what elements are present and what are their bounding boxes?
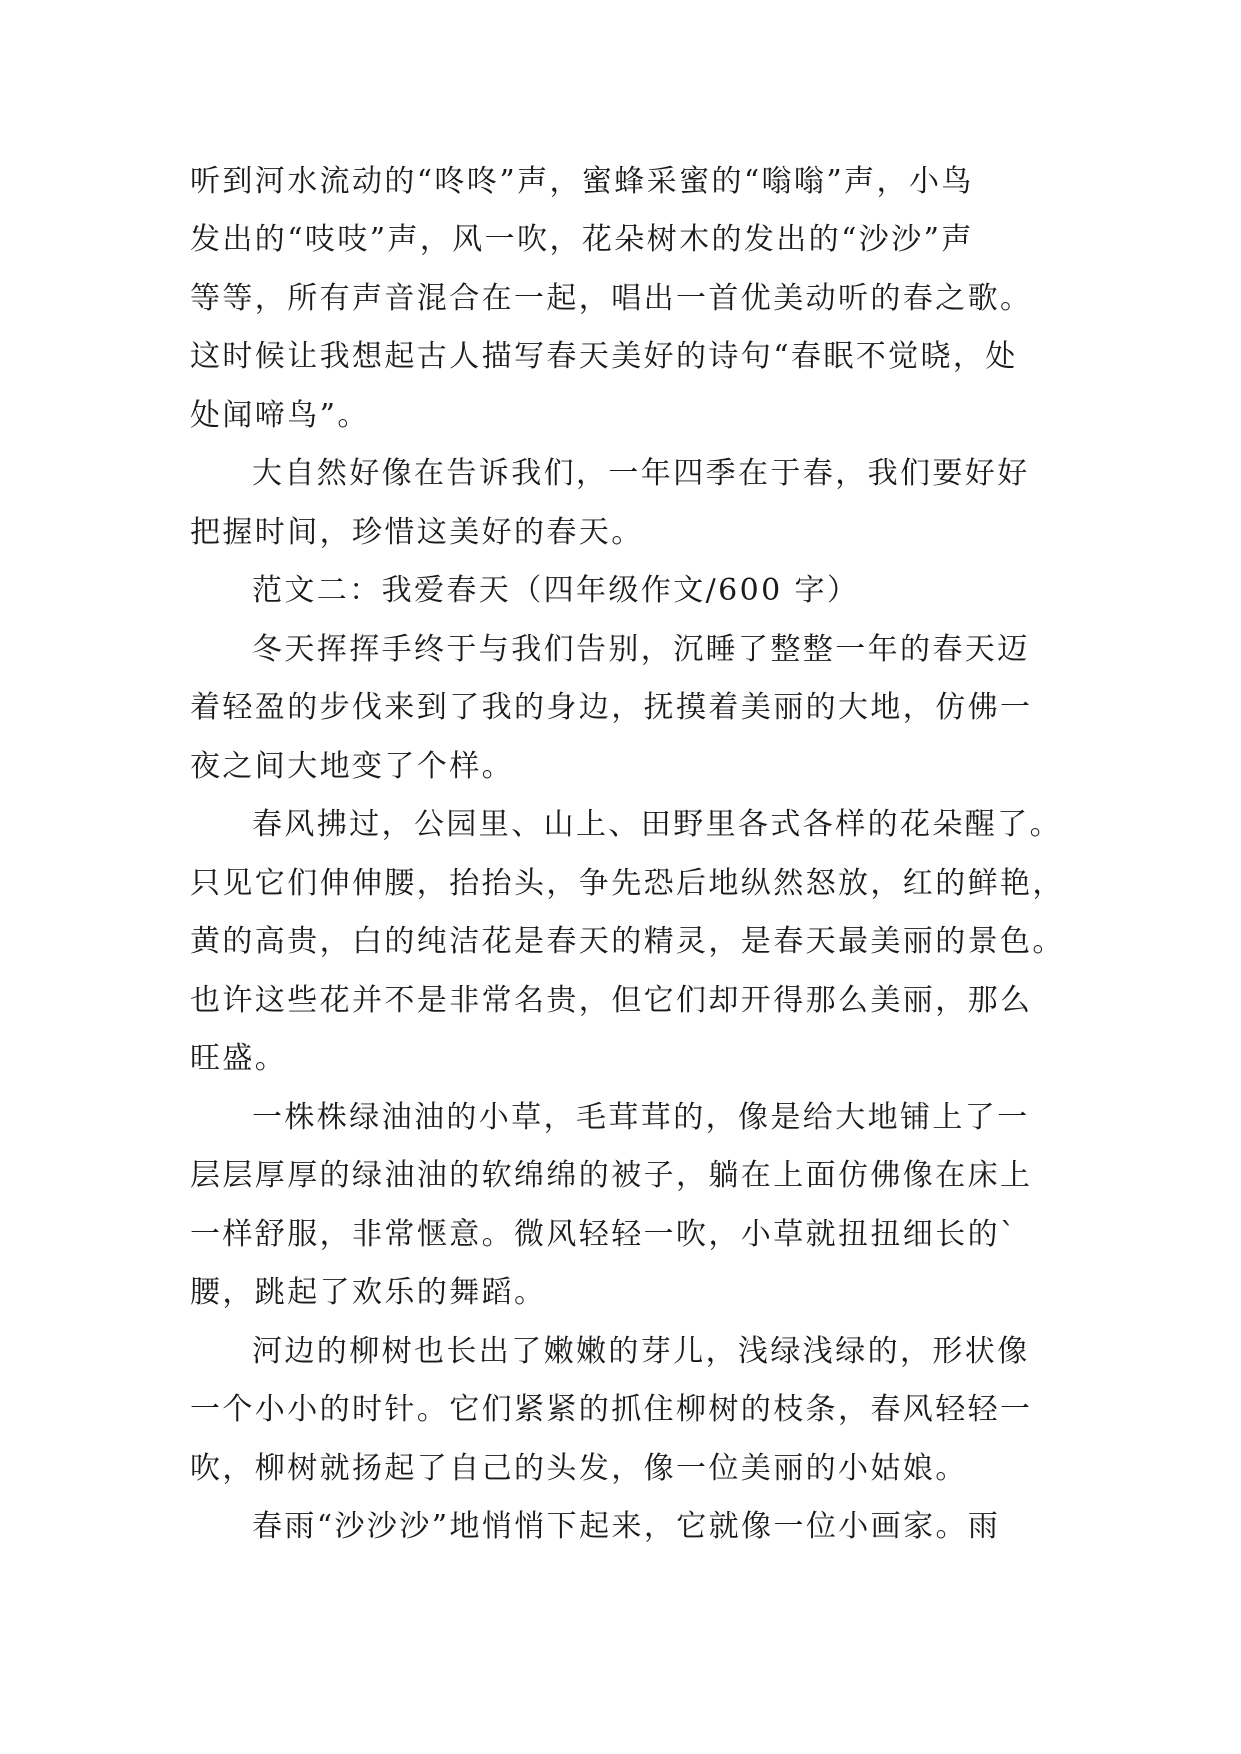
text-line: 这时候让我想起古人描写春天美好的诗句“春眠不觉晓，处 bbox=[190, 339, 1018, 374]
text-line: 也许这些花并不是非常名贵，但它们却开得那么美丽，那么 bbox=[190, 983, 1033, 1018]
text-line: 夜之间大地变了个样。 bbox=[190, 749, 514, 784]
text-line: 吹，柳树就扬起了自己的头发，像一位美丽的小姑娘。 bbox=[190, 1451, 968, 1486]
text-line: 把握时间，珍惜这美好的春天。 bbox=[190, 515, 644, 550]
text-line: 腰，跳起了欢乐的舞蹈。 bbox=[190, 1275, 547, 1310]
text-line: 处闻啼鸟”。 bbox=[190, 398, 370, 433]
text-line: 旺盛。 bbox=[190, 1041, 288, 1076]
paragraph-first-line: 大自然好像在告诉我们，一年四季在于春，我们要好好 bbox=[252, 456, 1030, 491]
text-line: 发出的“吱吱”声，风一吹，花朵树木的发出的“沙沙”声 bbox=[190, 222, 974, 257]
text-line: 只见它们伸伸腰，抬抬头，争先恐后地纵然怒放，红的鲜艳， bbox=[190, 866, 1065, 901]
text-line: 听到河水流动的“咚咚”声，蜜蜂采蜜的“嗡嗡”声，小鸟 bbox=[190, 164, 974, 199]
text-line: 层层厚厚的绿油油的软绵绵的被子，躺在上面仿佛像在床上 bbox=[190, 1158, 1033, 1193]
text-line: 着轻盈的步伐来到了我的身边，抚摸着美丽的大地，仿佛一 bbox=[190, 690, 1033, 725]
text-line: 黄的高贵，白的纯洁花是春天的精灵，是春天最美丽的景色。 bbox=[190, 924, 1065, 959]
paragraph-first-line: 河边的柳树也长出了嫩嫩的芽儿，浅绿浅绿的，形状像 bbox=[252, 1334, 1030, 1369]
paragraph-first-line: 春雨“沙沙沙”地悄悄下起来，它就像一位小画家。雨 bbox=[252, 1509, 1001, 1544]
text-line: 一个小小的时针。它们紧紧的抓住柳树的枝条，春风轻轻一 bbox=[190, 1392, 1033, 1427]
text-line: 一样舒服，非常惬意。微风轻轻一吹，小草就扭扭细长的` bbox=[190, 1217, 1018, 1252]
paragraph-first-line: 春风拂过，公园里、山上、田野里各式各样的花朵醒了。 bbox=[252, 807, 1062, 842]
essay-heading: 范文二：我爱春天（四年级作文/600 字） bbox=[252, 573, 860, 608]
paragraph-first-line: 冬天挥挥手终于与我们告别，沉睡了整整一年的春天迈 bbox=[252, 632, 1030, 667]
paragraph-first-line: 一株株绿油油的小草，毛茸茸的，像是给大地铺上了一 bbox=[252, 1100, 1030, 1135]
text-line: 等等，所有声音混合在一起，唱出一首优美动听的春之歌。 bbox=[190, 281, 1033, 316]
